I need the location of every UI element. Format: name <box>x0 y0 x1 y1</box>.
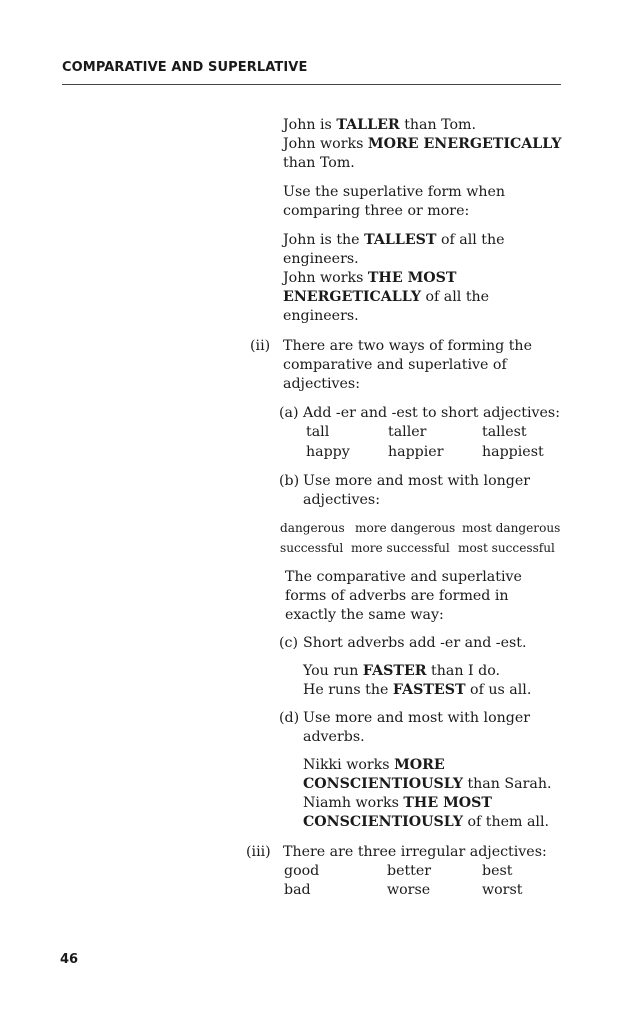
section-marker: (iii) <box>246 844 271 860</box>
example-fastest: He runs the FASTEST of us all. <box>303 682 532 698</box>
item-text: adverbs. <box>303 729 365 745</box>
item-marker: (b) <box>279 473 300 489</box>
example-more-conscientiously: CONSCIENTIOUSLY than Sarah. <box>303 776 552 792</box>
header-rule <box>62 84 561 85</box>
example-tallest-cont: engineers. <box>283 251 359 267</box>
table-cell: bad <box>284 882 311 898</box>
table-cell: worst <box>482 882 523 898</box>
adverb-text: The comparative and superlative <box>285 569 522 585</box>
rule-text: Use the superlative form when <box>283 184 506 200</box>
adverb-text: exactly the same way: <box>285 607 444 623</box>
section-text: comparative and superlative of <box>283 357 507 373</box>
section-marker: (ii) <box>250 338 271 354</box>
table-cell: tallest <box>482 424 527 440</box>
section-text: adjectives: <box>283 376 360 392</box>
example-most-energetically-cont: engineers. <box>283 308 359 324</box>
adverb-text: forms of adverbs are formed in <box>285 588 509 604</box>
table-cell: happy <box>306 444 350 460</box>
page-number: 46 <box>60 952 79 967</box>
item-text: Use more and most with longer <box>303 473 531 489</box>
table-cell: successful <box>280 541 344 555</box>
example-taller: John is TALLER than Tom. <box>283 117 477 133</box>
item-marker: (d) <box>279 710 300 726</box>
table-cell: most dangerous <box>462 521 561 535</box>
example-energetically-cont: than Tom. <box>283 155 355 171</box>
section-text: There are three irregular adjectives: <box>283 844 547 860</box>
table-cell: best <box>482 863 513 879</box>
item-text: adjectives: <box>303 492 380 508</box>
item-marker: (a) <box>279 405 299 421</box>
page-header: COMPARATIVE AND SUPERLATIVE <box>62 60 308 75</box>
example-energetically: John works MORE ENERGETICALLY <box>283 136 562 152</box>
table-cell: happier <box>388 444 444 460</box>
item-text: Add -er and -est to short adjectives: <box>303 405 560 421</box>
rule-text: comparing three or more: <box>283 203 470 219</box>
item-marker: (c) <box>279 635 299 651</box>
table-cell: dangerous <box>280 521 345 535</box>
table-cell: good <box>284 863 320 879</box>
table-cell: happiest <box>482 444 544 460</box>
table-cell: most successful <box>458 541 555 555</box>
table-cell: taller <box>388 424 427 440</box>
example-most-conscientiously: Niamh works THE MOST <box>303 795 492 811</box>
example-most-energetically: ENERGETICALLY of all the <box>283 289 490 305</box>
section-text: There are two ways of forming the <box>283 338 532 354</box>
example-more-conscientiously: Nikki works MORE <box>303 757 445 773</box>
table-cell: better <box>387 863 432 879</box>
item-text: Use more and most with longer <box>303 710 531 726</box>
example-faster: You run FASTER than I do. <box>303 663 500 679</box>
table-cell: more dangerous <box>355 521 456 535</box>
table-cell: worse <box>387 882 431 898</box>
example-most-conscientiously: CONSCIENTIOUSLY of them all. <box>303 814 550 830</box>
example-most-energetically: John works THE MOST <box>283 270 457 286</box>
example-tallest: John is the TALLEST of all the <box>283 232 505 248</box>
item-text: Short adverbs add -er and -est. <box>303 635 527 651</box>
table-cell: more successful <box>351 541 450 555</box>
table-cell: tall <box>306 424 330 440</box>
